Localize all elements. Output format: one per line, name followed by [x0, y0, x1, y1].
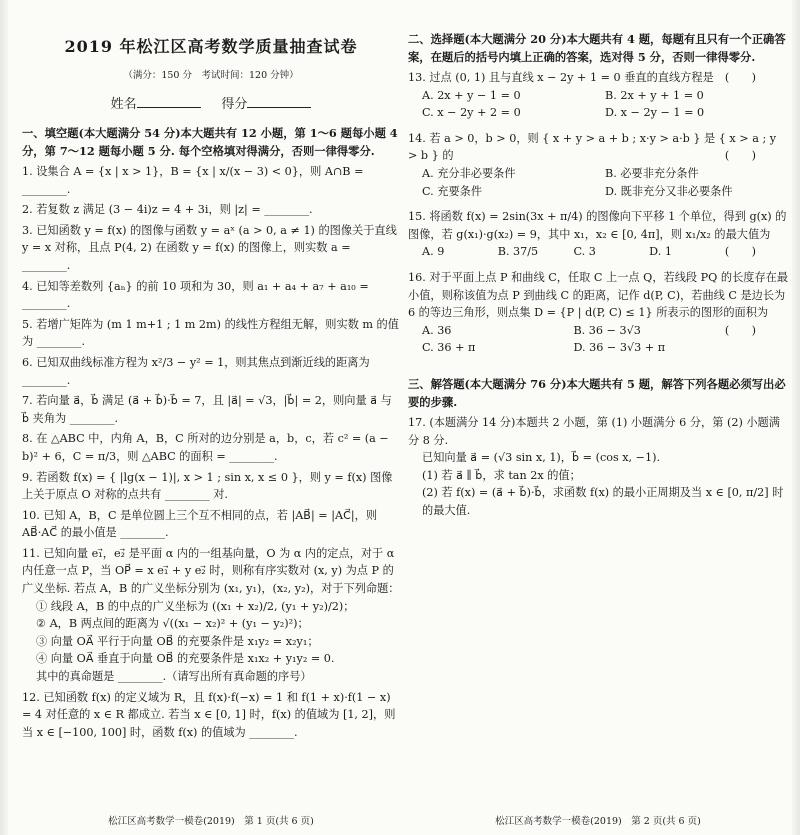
- exam-title: 2019 年松江区高考数学质量抽查试卷: [64, 37, 358, 56]
- answer-bracket: ( ): [724, 71, 756, 84]
- question-10: 10. 已知 A，B，C 是单位圆上三个互不相同的点，若 |AB⃗| = |AC⃗|，则 AB⃗·AC⃗ 的最小值是 ________.: [22, 508, 378, 540]
- section-3-header: 三、解答题(本大题满分 76 分)本大题共有 5 题，解答下列各题必须写出必要的步骤.: [408, 376, 786, 409]
- page-edge-right: [792, 0, 800, 835]
- page-2: [408, 0, 788, 835]
- answer-bracket: ( ): [724, 149, 756, 163]
- section-2-header: 二、选择题(本大题满分 20 分)本大题共有 4 题，每题有且只有一个正确答案，在题后的括号内填上正确的答案，选对得 5 分，否则一律得零分.: [408, 32, 786, 64]
- option-d: D. x − 2y − 1 = 0: [605, 106, 705, 120]
- question-3: 3. 已知函数 y = f(x) 的图像与函数 y = aˣ (a > 0, a ≠ 1) 的图像关于直线 y = x 对称，且点 P(4, 2) 在函数 y = f(x) 的图像上，则实数 a = ________.: [22, 223, 397, 272]
- option-c: C. 3: [573, 245, 596, 259]
- question-15-text: 15. 将函数 f(x) = 2sin(3x + π/4) 的图像向下平移 1 个单位，得到 g(x) 的图像，若 g(x₁)·g(x₂) = 9，其中 x₁，x₂ ∈ [0, 4π]，则 x₁/x₂ 的最大值为: [408, 210, 787, 241]
- option-d: D. 36 − 3√3 + π: [573, 341, 666, 355]
- option-b: B. 必要非充分条件: [605, 166, 699, 180]
- question-17-part-2: (2) 若 f(x) = (a⃗ + b⃗)·b⃗，求函数 f(x) 的最小正周期及当 x ∈ [0, π/2] 时的最大值.: [422, 486, 784, 517]
- exam-meta: （满分：150 分 考试时间：120 分钟）: [123, 70, 299, 81]
- question-2: 2. 若复数 z 满足 (3 − 4i)z = 4 + 3i，则 |z| = ________.: [22, 203, 313, 217]
- question-13-text: 13. 过点 (0, 1) 且与直线 x − 2y + 1 = 0 垂直的直线方程是: [408, 71, 714, 84]
- page-2-footer: 松江区高考数学一模卷(2019) 第 2 页(共 6 页): [495, 816, 701, 827]
- option-b: B. 37/5: [497, 245, 539, 259]
- page-1: [22, 0, 400, 835]
- question-12: 12. 已知函数 f(x) 的定义域为 R，且 f(x)·f(−x) = 1 和 f(1 + x)·f(1 − x) = 4 对任意的 x ∈ R 都成立. 若当 x ∈ [0, 1] 时，f(x) 的值域为 [1, 2]，则当 x ∈ [−100, 100] 时，函数 f(x) 的值域为 ________.: [22, 690, 396, 739]
- answer-bracket: ( ): [724, 323, 756, 337]
- question-13-options: [408, 87, 788, 122]
- option-b: B. 36 − 3√3: [573, 323, 641, 337]
- question-4: 4. 已知等差数列 {aₙ} 的前 10 项和为 30，则 a₁ + a₄ + a₇ + a₁₀ = ________.: [22, 279, 369, 311]
- question-16-options: [408, 322, 725, 357]
- question-14-options: [408, 165, 788, 200]
- option-b: B. 2x + y + 1 = 0: [605, 88, 704, 102]
- question-6: 6. 已知双曲线标准方程为 x²/3 − y² = 1，则其焦点到渐近线的距离为 ________.: [22, 355, 370, 387]
- answer-bracket: ( ): [724, 245, 756, 259]
- section-1-header: 一、填空题(本大题满分 54 分)本大题共有 12 小题，第 1～6 题每小题 4 分，第 7～12 题每小题 5 分. 每个空格填对得满分，否则一律得零分.: [22, 126, 398, 158]
- option-a: A. 36: [422, 323, 452, 337]
- question-11-item-1: ① 线段 A，B 的中点的广义坐标为 ((x₁ + x₂)/2, (y₁ + y₂)/2)；: [36, 599, 355, 613]
- question-11-item-4: ④ 向量 OA⃗ 垂直于向量 OB⃗ 的充要条件是 x₁x₂ + y₁y₂ = 0.: [36, 652, 335, 666]
- option-c: C. x − 2y + 2 = 0: [422, 106, 521, 120]
- question-8: 8. 在 △ABC 中，内角 A，B，C 所对的边分别是 a，b，c，若 c² = (a − b)² + 6，C = π/3，则 △ABC 的面积 = ________.: [22, 432, 389, 463]
- option-c: C. 36 + π: [422, 341, 476, 355]
- option-d: D. 1: [649, 245, 672, 259]
- option-d: D. 既非充分又非必要条件: [605, 184, 733, 198]
- question-7: 7. 若向量 a⃗，b⃗ 满足 (a⃗ + b⃗)·b⃗ = 7，且 |a⃗| = √3，|b⃗| = 2，则向量 a⃗ 与 b⃗ 夹角为 ________.: [22, 394, 392, 425]
- name-blank: [137, 95, 201, 108]
- question-16-text: 16. 对于平面上点 P 和曲线 C，任取 C 上一点 Q，若线段 PQ 的长度存在最小值，则称该值为点 P 到曲线 C 的距离，记作 d(P, C)，若曲线 C 是边长为 6 的等边三角形，则点集 D = {P | d(P, C) ≤ 1} 所表示的图形的面积为: [408, 270, 789, 320]
- question-14-text: 14. 若 a > 0，b > 0，则 { x + y > a + b ; x·y > a·b } 是 { x > a ; y > b } 的: [408, 131, 777, 163]
- question-13: [408, 69, 788, 87]
- question-17: 17. (本题满分 14 分)本题共 2 小题，第 (1) 小题满分 6 分，第 (2) 小题满分 8 分.: [408, 415, 780, 447]
- name-score-fields: [22, 93, 400, 112]
- name-label: 姓名: [110, 97, 137, 112]
- score-blank: [247, 95, 311, 108]
- question-1: 1. 设集合 A = {x | x > 1}，B = {x | x/(x − 3) < 0}，则 A∩B = ________.: [22, 165, 364, 196]
- question-17-part-1: (1) 若 a⃗ ∥ b⃗，求 tan 2x 的值；: [422, 468, 581, 482]
- question-11-answer-prompt: 其中的真命题是 ________.（请写出所有真命题的序号）: [36, 670, 312, 684]
- question-11: 11. 已知向量 e₁⃗，e₂⃗ 是平面 α 内的一组基向量，O 为 α 内的定点，对于 α 内任意一点 P，当 OP⃗ = x e₁⃗ + y e₂⃗ 时，则称有序实数对 (x, y) 为点 P 的广义坐标. 若点 A，B 的广义坐标分别为 (x₁, y₁)，(x₂, y₂)，对于下列命题：: [22, 546, 400, 596]
- question-11-item-2: ② A，B 两点间的距离为 √((x₁ − x₂)² + (y₁ − y₂)²)；: [36, 617, 309, 631]
- question-5: 5. 若增广矩阵为 (m 1 m+1 ; 1 m 2m) 的线性方程组无解，则实数 m 的值为 ________.: [22, 317, 399, 349]
- option-a: A. 9: [422, 245, 445, 259]
- question-17-given: 已知向量 a⃗ = (√3 sin x, 1)，b⃗ = (cos x, −1).: [422, 451, 661, 465]
- question-11-item-3: ③ 向量 OA⃗ 平行于向量 OB⃗ 的充要条件是 x₁y₂ = x₂y₁；: [36, 634, 319, 648]
- question-15-options: [408, 243, 725, 261]
- score-label: 得分: [221, 97, 248, 112]
- question-14: [408, 130, 788, 165]
- option-a: A. 2x + y − 1 = 0: [422, 88, 521, 102]
- page-edge-left: [0, 0, 8, 835]
- option-c: C. 充要条件: [422, 184, 483, 198]
- page-1-footer: 松江区高考数学一模卷(2019) 第 1 页(共 6 页): [108, 816, 314, 827]
- option-a: A. 充分非必要条件: [422, 166, 516, 180]
- question-9: 9. 若函数 f(x) = { |lg(x − 1)|, x > 1 ; sin x, x ≤ 0 }，则 y = f(x) 图像上关于原点 O 对称的点共有 ________ 对.: [22, 470, 393, 502]
